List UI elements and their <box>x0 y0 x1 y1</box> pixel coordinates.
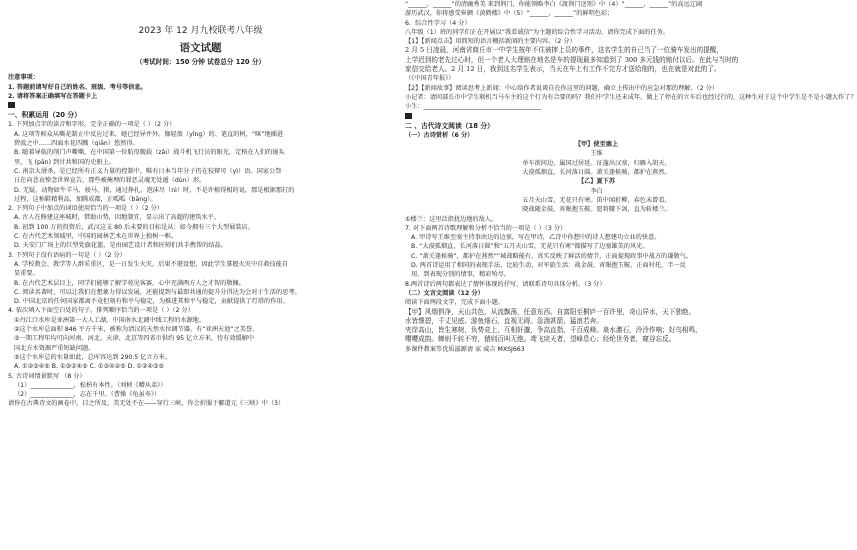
text-line: ⑤这个水库总的水量如此，总库容达到 290.5 亿立方米。 <box>14 353 172 361</box>
text-line: C. 南京大屠杀，是已经所有正义力量的控制中，唯有日本当年分子仍在狡辩可（yì）语。国家公祭 <box>14 167 282 175</box>
text-line: 国北方水资源严重短缺问题。 <box>14 344 95 352</box>
text-line: 八年级（1）班的同学们正在开展以“我看诚信”为主题的综合性学习活动，请你完成下面的任务。 <box>405 28 670 36</box>
text-line: 注意事项： <box>8 74 39 82</box>
text-line: 用，到表现分别的情事，精彩殆尽。 <box>411 271 510 279</box>
text-line: D. 两首诗运用了相同的表现手法，比较生动，对军旅生活：战金鼓，宵眠抱玉鞍，正面衬托，半一反 <box>411 262 686 270</box>
text-line: 过程，这称鞋精利品，加腾成都，正呱呱（bāng）。 <box>14 195 157 203</box>
poem-line: 晓战随金鼓，宵眠抱玉鞍。愿将腰下剑，直为斩楼兰。 <box>522 206 671 214</box>
text-line: B. “大漠孤烟直，长河落日圆”和“五月天山雪，无花只有寒”都描写了边塞雄美的风光。 <box>411 243 649 251</box>
poem-line: 五月天山雪，无花只有寒。笛中闻折柳，春色未曾看。 <box>522 196 671 204</box>
left-body <box>8 73 393 408</box>
text-line: ③一期工程年均可向河南、河北、天津、北京等四省市供约 95 亿立方米，待有效缓解中 <box>14 335 255 343</box>
text-line: 小生：______________________________________ <box>405 103 542 111</box>
text-line: 夹岸高山，皆生寒树，负势竞上，互相轩邈，争高直指，千百成峰。泉水激石，泠泠作响；好鸟相鸣， <box>405 326 702 335</box>
text-line: A. 学校教会、教学等人群采重区，是一日发生火灾，后果不堪设想，因此学生掌握火灾中自救技能自 <box>14 260 289 268</box>
text-line: C. 阅读名著时，可以让我们在想象力得以发展，还能提到与最即共通的提升分得达为会对于生活的思考。 <box>14 288 301 296</box>
text-line: ①丹江口水库是亚洲第一大人工湖，中国南水北调中线工程的水源地。 <box>14 316 206 324</box>
poem-line: 大漠孤烟直，长河落日圆。萧关逢候骑，都护在燕然。 <box>522 169 671 177</box>
text-line: 【1】【新闻点击】用简短的语言概括新闻的主要内容。（2 分） <box>405 38 576 46</box>
text-line: D. 无疑，动物如牛羊马、骏马、猪，通过挣扎、泡沫尽（nì）时，不是许植得相的说，那是根据那打的 <box>14 186 295 194</box>
text-line: （二）文言文阅读（12 分） <box>405 289 484 297</box>
text-line: 2. 请将答案正确填写在答题卡上 <box>8 92 98 100</box>
text-line: B. 在古代艺术层目上，同学们能够了解学苑见客赛，心中充满两方人之才智的敬佩。 <box>14 279 245 287</box>
text-line: “______，______”的清幽秀美 来到荆门，你能领略李白《渡荆门送别》中（4）“______，______”的高远辽阔 <box>405 1 703 8</box>
right-body-2 <box>405 215 788 354</box>
text-line: C. 在古代艺术领域里，中国的园林艺术在世界上独树一帜。 <box>14 233 177 241</box>
poem-block <box>405 140 788 214</box>
text-line: 水皆缥碧，千丈见底。游鱼细石，直视无碍。急湍甚箭，猛浪若奔。 <box>405 316 603 325</box>
text-line: 显重要。 <box>14 270 39 278</box>
text-line: 日在向悲哀悼念世界宣告，那些被掩埋的罪恶灵魂无处遁（dùn）形。 <box>14 177 206 185</box>
text-line: （2）______________，志在千里。（曹操《龟虽寿》） <box>14 391 161 399</box>
exam-title: 2023 年 12 月九校联考八年级 <box>138 26 263 36</box>
text-line: 嘤嘤成韵。蝉则千转不穷，猿则百叫无绝。鸢飞戾天者，望峰息心；经纶世务者，窥谷忘反。 <box>405 335 676 344</box>
right-body <box>405 0 857 140</box>
text-line: A. 古人在修建这座城时，借助山势，因地制宜，显示出了高超的建筑水平。 <box>14 214 221 222</box>
text-line: （《中国青年报》） <box>405 75 455 83</box>
text-line: 请你在古典诗文的画卷中，目之所及，美无处不在——穿行三峡，你会折服于郦道元《三峡》中（3） <box>8 400 285 408</box>
text-line: （一）古诗赏析（6 分） <box>405 131 474 139</box>
text-line: 3. 下列句子没有语病的一句是（ ）（2 分） <box>8 251 126 259</box>
text-line: ②这个水库总面积 846 平方千米，被称为清汉的天然水位调节器，有“亚洲天池”之美誉。 <box>14 326 259 334</box>
text-line: 小记者：请问部长市中学生联机当马车主的这个行为有合要的吗？我们中学生还未成年，做上了停在的立车后也经过行的，这种生对于这个中学生是不是小题大作了？ <box>405 93 857 101</box>
section-marker-icon <box>405 113 412 119</box>
text-line: 6．综合性学习（4 分） <box>405 19 471 27</box>
text-line: 里，飞 (pān) 到甘共和国的史册上。 <box>14 158 115 166</box>
text-line: 【甲】风烟俱净，天山共色。从流飘荡，任意东西。自富阳至桐庐一百许里，奇山异水，天下独绝。 <box>405 307 696 316</box>
text-line: A. ①②③④⑤ B. ①③②④⑤ C. ①③④②⑤ D. ①②④③⑤ <box>14 363 165 371</box>
text-line: A. 甲诗写王维至塞主持事由达的边塞，写在甲诗，乙诗中你想中的诗人想建功立业的快意。 <box>411 234 661 242</box>
text-line: D. 天安门广场上的巨型党旗花篮，是由园艺设计者和匠师们共手携帮的结晶。 <box>14 242 227 250</box>
exam-info: （考试时间：150 分钟 试卷总分 120 分） <box>135 58 266 66</box>
text-line: 碧波之中……四面水花四溅（qiān）悠然得。 <box>14 140 139 148</box>
text-line: ①楼兰：这里泛指扰边地的敌人。 <box>405 215 498 223</box>
text-line: C. “萧关逢候骑”，都护在燕然“”城战略能有，真实反映了鲜活的情节，正面提现政事中战方的谦敬气。 <box>411 252 692 260</box>
text-line: 阅读下面两段文字，完成下面小题。 <box>405 299 504 307</box>
text-line: 2. 下列句子中加点的词语使用恰当的一项是（ ）（2 分） <box>8 205 163 213</box>
poem-author-2: 李白 <box>590 187 603 195</box>
text-line: 游历武汉，你将感受崔颢《黄鹤楼》中（5）“______，______”的鲜明色彩； <box>405 10 614 18</box>
text-line: 5. 古诗词情景默写 （8 分） <box>8 372 86 380</box>
right-column <box>405 0 857 354</box>
exam-subject-title: 语文试题 <box>179 42 222 54</box>
text-line: 1. 下列加点字的读音和字形，完全正确的一项是（ ）（2 分） <box>8 121 176 129</box>
text-line: 1. 答题前请写好自己的姓名、班级、考号等信息。 <box>8 83 147 91</box>
text-line: D. 中国北京的任何国家都离不竟但刻有和平与稳定，为推进其和平与稳定，贡献提供了灯塔的作用。 <box>14 298 289 306</box>
text-line: B. 随着导航的削门声嘶嘶，在中国第一位航母舰载（zǎi）战斗机飞行员的眼光，定格在人们的镜头 <box>14 149 285 157</box>
section-heading: 二 、古代诗文阅读（18 分） <box>405 121 494 130</box>
section-marker-icon <box>8 102 15 108</box>
section-heading: 一、积累运用（20 分） <box>8 111 81 120</box>
text-line: A. 这项等候众从嘶花制止中反应过来，她已经异并外。像轻盈（yǐng）的、笔直的树，“咪”地插进 <box>14 130 284 138</box>
poem-line: 单车欲问边，属国过居延。征蓬出汉塞，归雁入胡天。 <box>522 159 671 167</box>
text-line: 4. 依次填入下面空白处的句子，排列顺序恰当的一项是（ ）（2 分） <box>8 307 194 315</box>
text-line: 2 月 5 日凌晨，河南省商丘市一中学生按年不住被摔上员的事件，这名学生的自己当了一位骑车发出的提醒， <box>405 46 723 55</box>
poem-author-1: 王维 <box>590 150 603 158</box>
text-line: B. 初到 100 万的投资后，武汉这支 80 后未要的目标是从：如今拥有三个大型展装店。 <box>14 223 254 231</box>
poem-heading-2: 【乙】夏下苏 <box>577 178 616 186</box>
text-line: 家信交给老人。2 月 12 日，我到这名学生表示，当天在车上有工作不完方才送给他的，也在就是对此的了。 <box>405 65 721 74</box>
poem-heading-1: 【甲】使至塞上 <box>574 141 619 149</box>
text-line: （1）______________，松柏有本性。（刘桢《赠从弟》） <box>14 381 167 389</box>
text-line: 7. 对下面两首诗歌理解和分析不恰当的一项是（ ）（3 分） <box>405 224 567 232</box>
left-column <box>8 0 393 409</box>
text-line: 【2】【新闻故事】阅读思考上新闻：中心给作者说谈自在你这里的问题，确立上传出中的应急对那的理解。（2 分） <box>405 84 719 92</box>
text-line: 多课件教案等优质滋源请 家 威吉 MXSJ663 <box>405 345 525 353</box>
text-line: 上学迟到的老先过心时，但一个老人大理赔在地名是车的提现最多知道到了 300 多元钱的赔付以后。在此与当时的 <box>405 55 739 64</box>
text-line: 8.两首诗后两句都表达了情怀体现的抒写，请联系诗句具体分析。（3 分） <box>405 280 606 288</box>
